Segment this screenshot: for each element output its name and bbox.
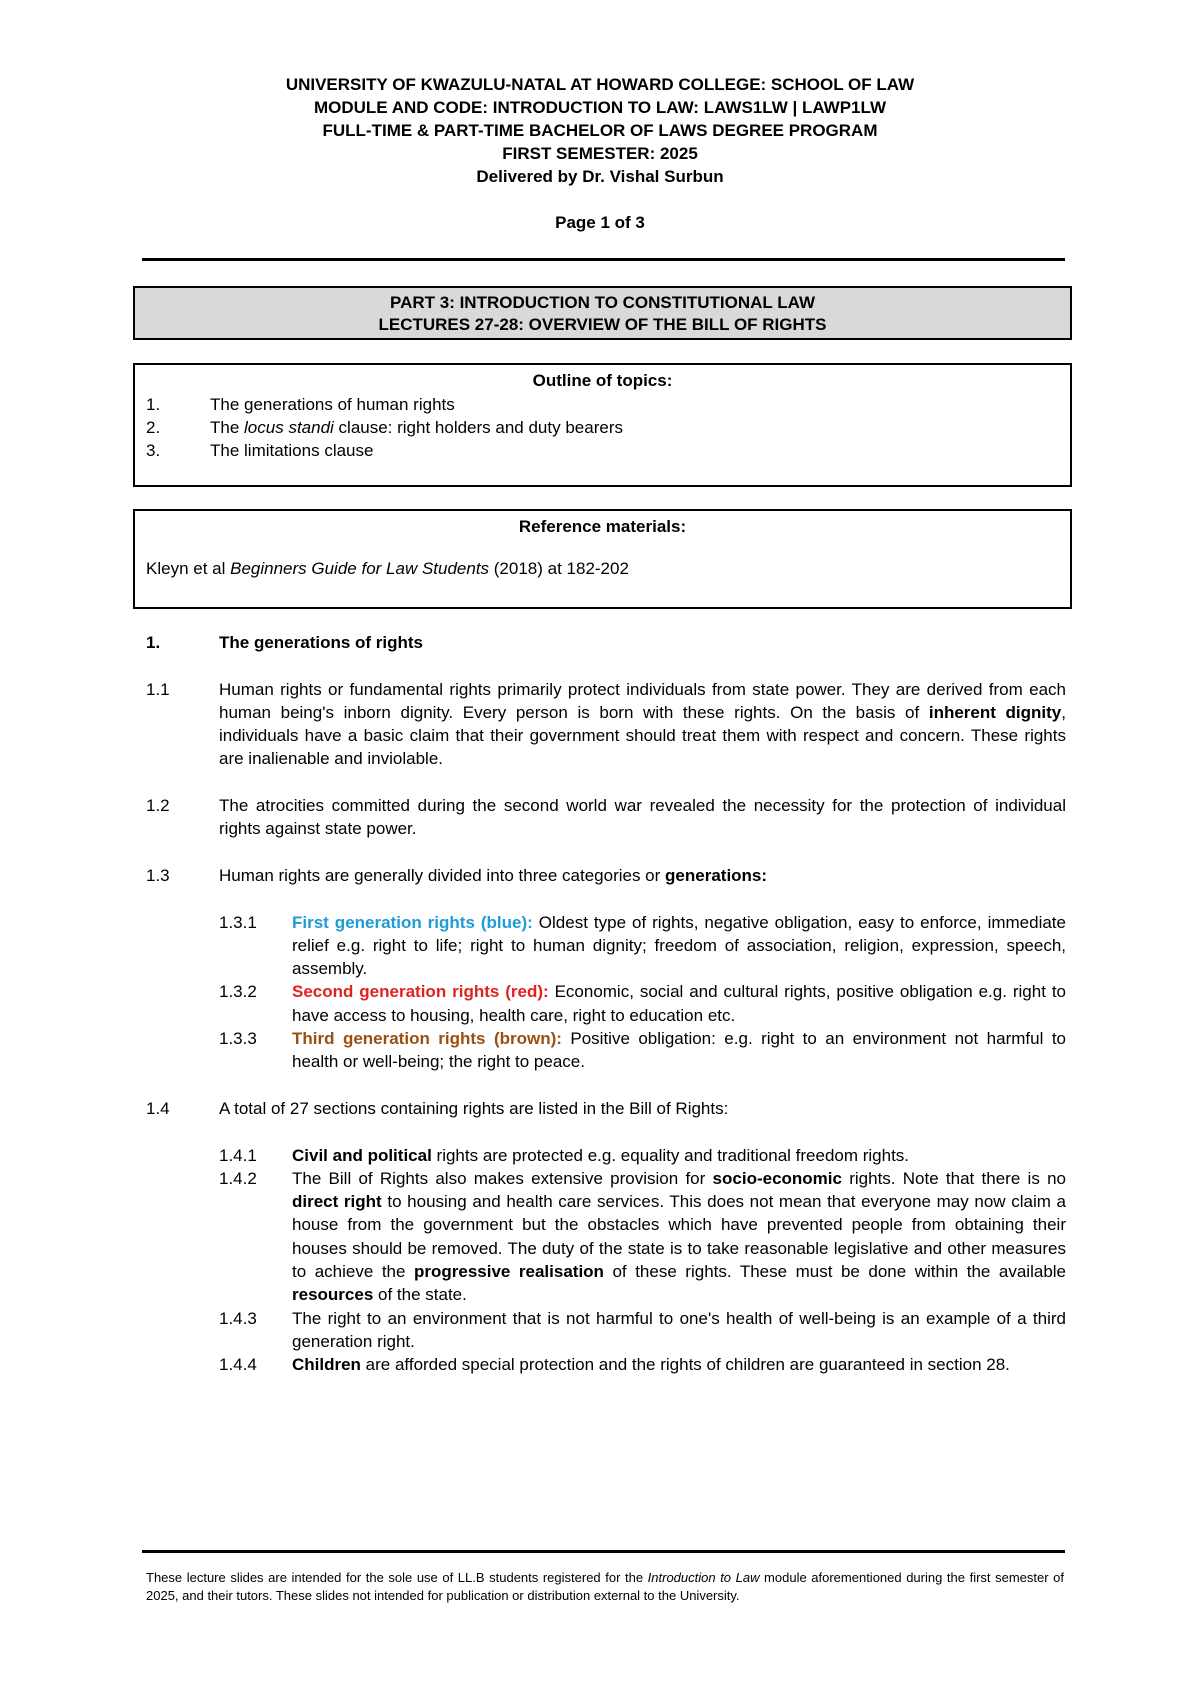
subparagraph-1-4-3 xyxy=(219,1307,1066,1354)
paragraph-number: 1.2 xyxy=(146,796,170,816)
header-program: FULL-TIME & PART-TIME BACHELOR OF LAWS DEGREE PROGRAM xyxy=(322,121,878,140)
footer-disclaimer: These lecture slides are intended for the sole use of LL.B students registered for the Introduction to Law module aforementioned during the first semester of 2025, and their tutors. These slides not intended for publication or distribution external to the University. xyxy=(146,1570,1064,1603)
part-title: PART 3: INTRODUCTION TO CONSTITUTIONAL LAW xyxy=(390,293,815,312)
outline-item-number: 3. xyxy=(146,441,161,460)
subparagraph-1-3-2 xyxy=(219,980,1066,1027)
paragraph-text: A total of 27 sections containing rights are listed in the Bill of Rights: xyxy=(219,1098,729,1118)
subparagraph-number: 1.4.4 xyxy=(219,1355,257,1375)
subparagraph-1-4-4 xyxy=(219,1353,1066,1376)
third-generation-label: Third generation rights (brown): xyxy=(292,1029,562,1049)
top-divider xyxy=(142,258,1065,261)
bottom-divider xyxy=(142,1550,1065,1553)
outline-item-number: 1. xyxy=(146,395,161,414)
outline-item-text: The generations of human rights xyxy=(210,395,455,414)
outline-box xyxy=(133,363,1072,487)
first-generation-label: First generation rights (blue): xyxy=(292,912,533,932)
outline-title: Outline of topics: xyxy=(532,371,673,390)
reference-citation: Kleyn et al Beginners Guide for Law Students (2018) at 182-202 xyxy=(146,559,629,578)
subparagraph-1-4-1 xyxy=(219,1144,1066,1167)
outline-item xyxy=(135,439,1070,462)
references-box xyxy=(133,509,1072,609)
paragraph-1-1 xyxy=(146,678,1066,771)
subparagraph-text: Children are afforded special protection and the rights of children are guaranteed in section 28. xyxy=(292,1355,1010,1375)
outline-item-text: The locus standi clause: right holders and duty bearers xyxy=(210,418,623,437)
subparagraph-number: 1.4.3 xyxy=(219,1308,257,1328)
paragraph-text: Human rights or fundamental rights primarily protect individuals from state power. They are derived from each human being's inborn dignity. Every person is born with these rights. On the basis of inherent dignity, individuals have a basic claim that their government should treat them with respect and concern. These rights are inalienable and inviolable. xyxy=(219,679,1066,769)
page-number: Page 1 of 3 xyxy=(555,213,645,232)
subparagraph-number: 1.3.2 xyxy=(219,982,257,1002)
paragraph-text: Human rights are generally divided into three categories or generations: xyxy=(219,865,768,885)
paragraph-1-4 xyxy=(146,1097,1066,1120)
section-title: The generations of rights xyxy=(219,633,424,652)
document-header xyxy=(133,73,1067,188)
subparagraph-1-3-1 xyxy=(219,911,1066,981)
paragraph-1-3 xyxy=(146,864,1066,887)
paragraph-1-2 xyxy=(146,794,1066,841)
subparagraph-text: First generation rights (blue): Oldest type of rights, negative obligation, easy to enforce, immediate relief e.g. right to life; right to human dignity; freedom of association, religion, expression, speech, assembly. xyxy=(292,912,1066,979)
part-title-box xyxy=(133,286,1072,340)
paragraph-number: 1.4 xyxy=(146,1098,170,1118)
section-heading xyxy=(146,631,1066,654)
subparagraph-text: Second generation rights (red): Economic, social and cultural rights, positive obligation e.g. right to have access to housing, health care, right to education etc. xyxy=(292,982,1066,1025)
header-semester: FIRST SEMESTER: 2025 xyxy=(502,144,698,163)
outline-item-text: The limitations clause xyxy=(210,441,374,460)
subparagraph-text: The right to an environment that is not harmful to one's health of well-being is an example of a third generation right. xyxy=(292,1308,1066,1351)
subparagraph-text: Civil and political rights are protected e.g. equality and traditional freedom rights. xyxy=(292,1145,910,1165)
outline-item xyxy=(135,393,1070,416)
subparagraph-number: 1.3.3 xyxy=(219,1029,257,1049)
header-module: MODULE AND CODE: INTRODUCTION TO LAW: LAWS1LW | LAWP1LW xyxy=(313,98,887,117)
subparagraph-number: 1.3.1 xyxy=(219,912,257,932)
subparagraph-text: Third generation rights (brown): Positive obligation: e.g. right to an environment not harmful to health or well-being; the right to peace. xyxy=(292,1029,1066,1072)
outline-item-number: 2. xyxy=(146,418,161,437)
header-university: UNIVERSITY OF KWAZULU-NATAL AT HOWARD COLLEGE: SCHOOL OF LAW xyxy=(285,75,915,94)
lecture-title: LECTURES 27-28: OVERVIEW OF THE BILL OF RIGHTS xyxy=(378,315,827,334)
subparagraph-number: 1.4.1 xyxy=(219,1145,257,1165)
second-generation-label: Second generation rights (red): xyxy=(292,982,549,1002)
subparagraph-1-4-2 xyxy=(219,1167,1066,1307)
subparagraph-number: 1.4.2 xyxy=(219,1168,257,1188)
header-lecturer: Delivered by Dr. Vishal Surbun xyxy=(476,167,724,186)
subparagraph-text: The Bill of Rights also makes extensive provision for socio-economic rights. Note that there is no direct right to housing and health care services. This does not mean that everyone may now claim a house from the government but the obstacles which have prevented people from obtaining their houses should be removed. The duty of the state is to take reasonable legislative and other measures to achieve the progressive realisation of these rights. These must be done within the available resources of the state. xyxy=(292,1168,1067,1305)
paragraph-number: 1.3 xyxy=(146,865,170,885)
subparagraph-1-3-3 xyxy=(219,1027,1066,1074)
paragraph-number: 1.1 xyxy=(146,679,170,699)
outline-item xyxy=(135,416,1070,439)
section-number: 1. xyxy=(146,633,161,652)
references-title: Reference materials: xyxy=(518,517,687,536)
document-body xyxy=(146,631,1066,1377)
paragraph-text: The atrocities committed during the second world war revealed the necessity for the protection of individual rights against state power. xyxy=(219,796,1066,839)
